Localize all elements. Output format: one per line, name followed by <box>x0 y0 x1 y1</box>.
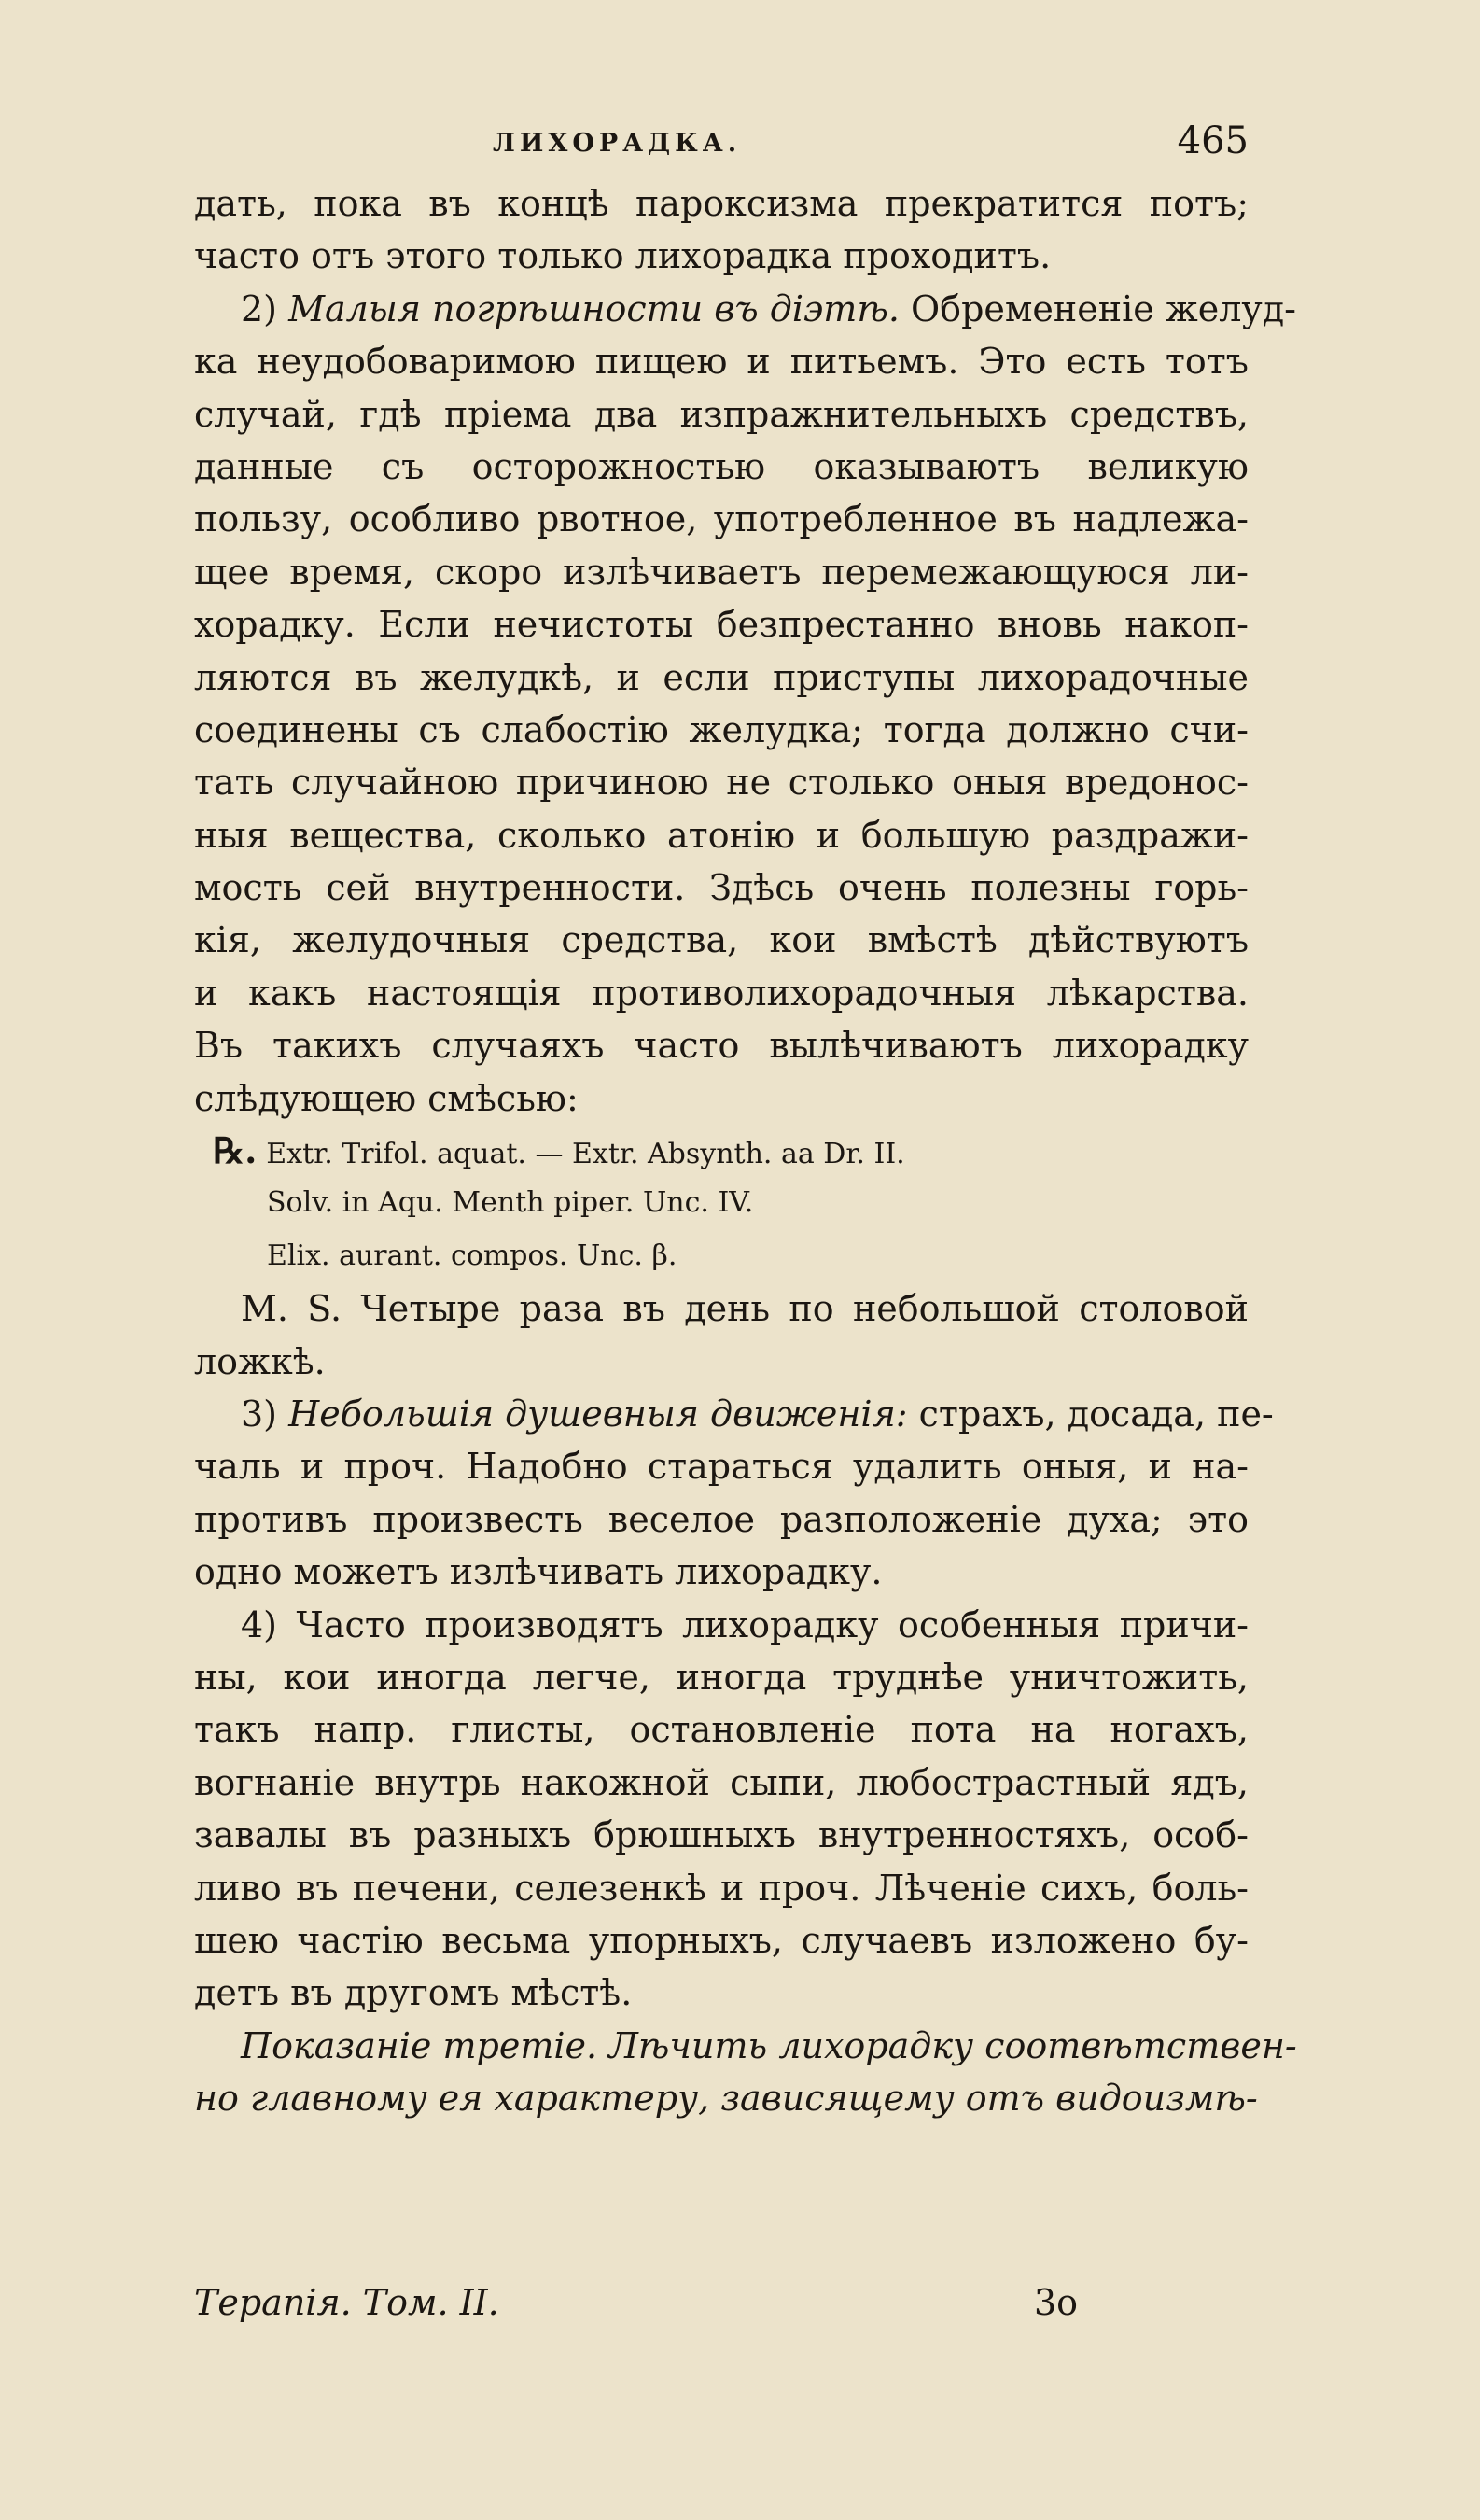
indication-text: но главному ея характеру, зависящему отъ видоизмѣ- <box>194 2078 1258 2120</box>
text-line: щее время, скоро излѣчиваетъ перемежающуюся ли- <box>194 551 1249 593</box>
recipe-line: Elix. aurant. compos. Unc. β. <box>267 1239 677 1272</box>
text-line: кія, желудочныя средства, кои вмѣстѣ дѣйствуютъ <box>194 919 1249 961</box>
section-3-number: 3) <box>241 1393 278 1435</box>
text-line: такъ напр. глисты, остановленіе пота на ногахъ, <box>194 1709 1249 1751</box>
section-3-heading: Небольшія душевныя движенія: <box>288 1393 908 1435</box>
recipe-line <box>194 1125 1249 1177</box>
text-line: ливо въ печени, селезенкѣ и проч. Лѣченіе сихъ, боль- <box>194 1867 1249 1909</box>
text-line: соединены съ слабостію желудка; тогда должно счи- <box>194 708 1249 750</box>
text-line: шею частію весьма упорныхъ, случаевъ изложено бу- <box>194 1919 1249 1961</box>
text-line: вогнаніе внутрь накожной сыпи, любострастный ядъ, <box>194 1761 1249 1803</box>
section-2-heading: Малыя погрѣшности въ діэтѣ. <box>288 287 900 329</box>
section-2-first-line-text: Обремененіе желуд- <box>911 287 1296 329</box>
text-line: пользу, особливо рвотное, употребленное въ надлежа- <box>194 498 1249 540</box>
page-footer <box>194 2282 1249 2338</box>
page-header <box>194 119 1249 175</box>
section-3-first-line-text: страхъ, досада, пе- <box>918 1393 1274 1435</box>
directions-line: M. S. Четыре раза въ день по небольшой столовой <box>241 1288 1249 1330</box>
text-line: завалы въ разныхъ брюшныхъ внутренностяхъ, особ- <box>194 1814 1249 1856</box>
text-line: и какъ настоящія противолихорадочныя лѣкарства. <box>194 972 1249 1014</box>
page-body <box>194 177 1297 2124</box>
text-line: слѣдующею смѣсью: <box>194 1077 579 1119</box>
text-line: чаль и проч. Надобно стараться удалить оныя, и на- <box>194 1446 1249 1488</box>
text-line: Въ такихъ случаяхъ часто вылѣчиваютъ лихорадку <box>194 1025 1249 1067</box>
recipe-line-1-text: Extr. Trifol. aquat. — Extr. Absynth. aa Dr. II. <box>266 1138 905 1171</box>
text-line: хорадку. Если нечистоты безпрестанно вновь накоп- <box>194 604 1249 646</box>
directions-line: ложкѣ. <box>194 1340 326 1382</box>
page-number: 465 <box>1177 119 1249 162</box>
text-line: ка неудобоваримою пищею и питьемъ. Это есть тотъ <box>194 341 1249 383</box>
signature-mark: 3о <box>1034 2282 1079 2323</box>
text-line: данные съ осторожностью оказываютъ великую <box>194 445 1249 487</box>
text-line: дать, пока въ концѣ пароксизма прекратится потъ; <box>194 183 1249 224</box>
text-line: ляются въ желудкѣ, и если приступы лихорадочные <box>194 656 1249 698</box>
text-line: ны, кои иногда легче, иногда труднѣе уничтожить, <box>194 1656 1249 1698</box>
section-4-first-line: 4) Часто производятъ лихорадку особенныя причи- <box>241 1603 1249 1645</box>
signature-title: Терапія. Том. II. <box>194 2282 499 2323</box>
rx-symbol: ℞. <box>213 1129 258 1172</box>
text-line: часто отъ этого только лихорадка проходитъ. <box>194 235 1052 277</box>
indication-text: Показаніе третіе. Лѣчить лихорадку соотвѣтствен- <box>241 2024 1297 2066</box>
text-line: одно можетъ излѣчивать лихорадку. <box>194 1551 883 1593</box>
section-3-first-line <box>194 1388 1274 1440</box>
section-2-number: 2) <box>241 287 278 329</box>
text-line: тать случайною причиною не столько оныя вредонос- <box>194 762 1249 804</box>
text-line: мость сей внутренности. Здѣсь очень полезны горь- <box>194 867 1249 909</box>
running-head: ЛИХОРАДКА. <box>493 129 742 158</box>
text-line: детъ въ другомъ мѣстѣ. <box>194 1972 633 2014</box>
text-line: противъ произвесть веселое разположеніе духа; это <box>194 1498 1249 1540</box>
section-2-first-line <box>194 283 1296 335</box>
text-line: ныя вещества, сколько атонію и большую раздражи- <box>194 814 1249 856</box>
indication-line <box>194 2072 1258 2124</box>
recipe-line: Solv. in Aqu. Menth piper. Unc. IV. <box>267 1186 754 1220</box>
indication-line <box>194 2020 1297 2072</box>
text-line: случай, гдѣ пріема два изпражнительныхъ средствъ, <box>194 393 1249 435</box>
